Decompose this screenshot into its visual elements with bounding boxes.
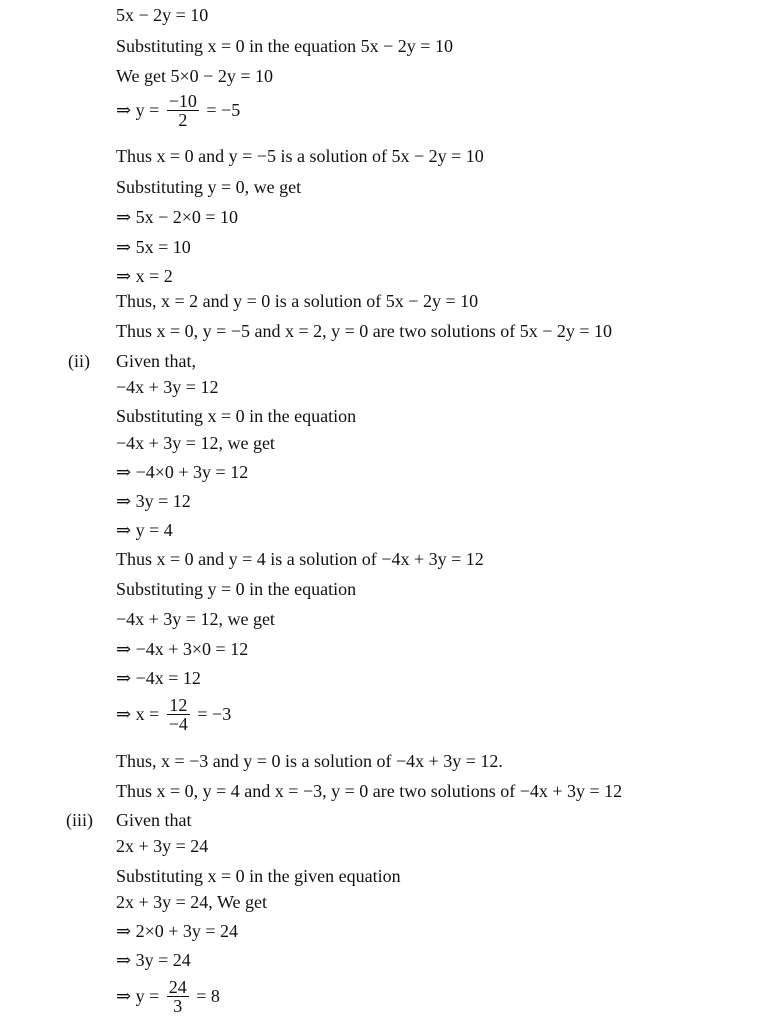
text-line: Given that, <box>116 351 196 371</box>
text-line: Substituting y = 0 in the equation <box>116 579 357 599</box>
equation-line: ⇒ x = 2 <box>116 266 173 286</box>
text-line: Substituting x = 0 in the equation <box>116 406 357 426</box>
text-line: Given that <box>116 810 192 830</box>
equation-line: ⇒ 2×0 + 3y = 24 <box>116 921 239 941</box>
text-line: Thus x = 0 and y = 4 is a solution of −4x + 3y = 12 <box>116 549 484 569</box>
text-line: Thus x = 0, y = 4 and x = −3, y = 0 are two solutions of −4x + 3y = 12 <box>116 781 623 801</box>
equation-line: ⇒ 5x − 2×0 = 10 <box>116 207 239 227</box>
equation-line: ⇒ −4×0 + 3y = 12 <box>116 462 249 482</box>
text-line: Thus x = 0 and y = −5 is a solution of 5x − 2y = 10 <box>116 146 484 166</box>
text-line: We get 5×0 − 2y = 10 <box>116 66 273 86</box>
text-line: Thus x = 0, y = −5 and x = 2, y = 0 are two solutions of 5x − 2y = 10 <box>116 321 613 341</box>
text-line: Substituting x = 0 in the equation 5x − 2y = 10 <box>116 36 453 56</box>
equation-line: ⇒ y = 4 <box>116 520 173 540</box>
text-line: Substituting y = 0, we get <box>116 177 302 197</box>
equation-line: ⇒ 5x = 10 <box>116 237 191 257</box>
equation-line: 2x + 3y = 24 <box>116 836 209 856</box>
equation-line: −4x + 3y = 12 <box>116 377 219 397</box>
fraction-line: ⇒ y = $\frac{24}{3}$ = 8 <box>116 977 220 1016</box>
equation-line: 5x − 2y = 10 <box>116 5 209 25</box>
text-line: Thus, x = 2 and y = 0 is a solution of 5x − 2y = 10 <box>116 291 479 311</box>
part-label: (ii) <box>68 351 90 371</box>
equation-line: −4x + 3y = 12, we get <box>116 609 275 629</box>
part-label: (iii) <box>66 810 93 830</box>
fraction-line: ⇒ y = $\frac{-10}{2}$ = −5 <box>116 91 241 130</box>
equation-line: ⇒ 3y = 12 <box>116 491 191 511</box>
text-line: Substituting x = 0 in the given equation <box>116 866 401 886</box>
fraction-line: ⇒ x = $\frac{12}{-4}$ = −3 <box>116 695 232 734</box>
equation-line: 2x + 3y = 24, We get <box>116 892 268 912</box>
text-line: Thus, x = −3 and y = 0 is a solution of −4x + 3y = 12. <box>116 751 503 771</box>
equation-line: −4x + 3y = 12, we get <box>116 433 275 453</box>
equation-line: ⇒ −4x = 12 <box>116 668 201 688</box>
equation-line: ⇒ 3y = 24 <box>116 950 191 970</box>
equation-line: ⇒ −4x + 3×0 = 12 <box>116 639 249 659</box>
